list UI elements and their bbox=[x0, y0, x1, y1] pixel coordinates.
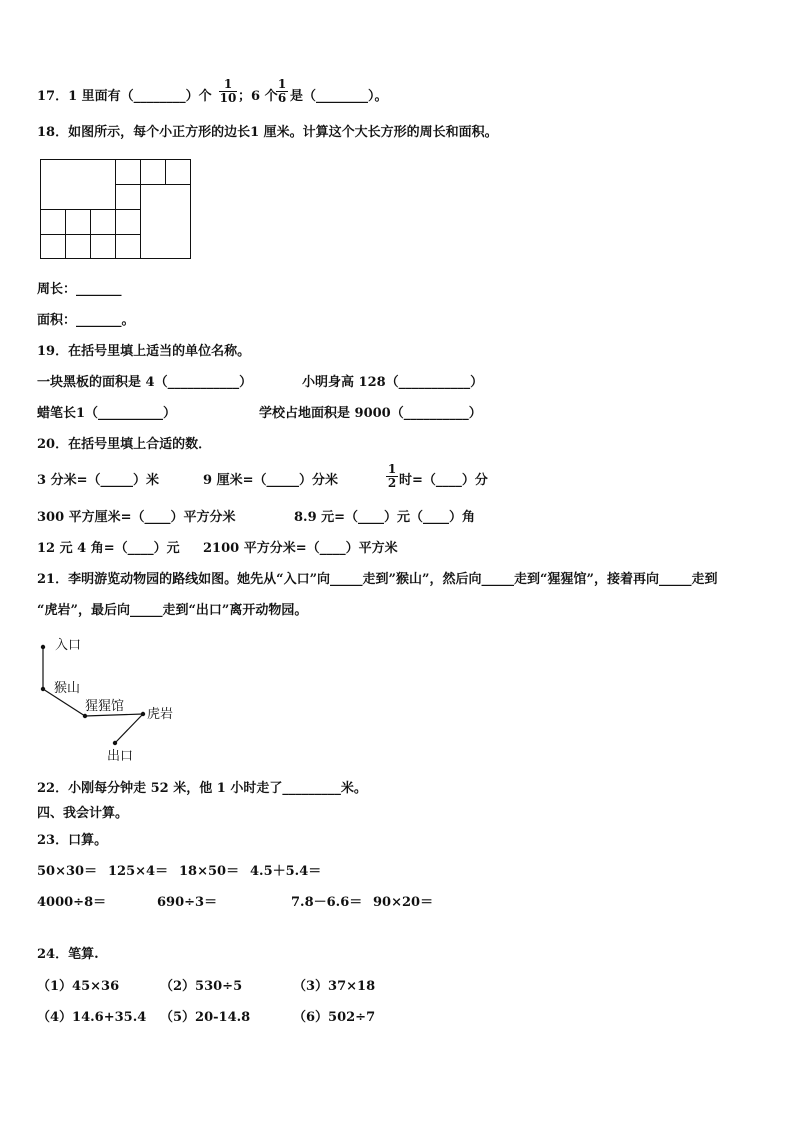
q23-r2-c1: 4000÷8＝ bbox=[37, 895, 107, 910]
q17-fraction-2-denominator: 6 bbox=[277, 91, 287, 105]
q20-item-e: 8.9 元=（____）元（____）角 bbox=[294, 510, 476, 525]
q24-r2-c3: （6）502÷7 bbox=[293, 1010, 376, 1025]
monkey-point bbox=[41, 687, 45, 691]
q19-stem: 19．在括号里填上适当的单位名称。 bbox=[37, 344, 251, 359]
q17-text-part3: 是（________）。 bbox=[290, 89, 388, 104]
q24-r2-c2: （5）20-14.8 bbox=[160, 1010, 251, 1025]
q24-stem: 24．笔算. bbox=[37, 947, 99, 962]
q23-r1-c1: 50×30＝ bbox=[37, 864, 98, 879]
q17-fraction-2-numerator: 1 bbox=[277, 77, 287, 91]
q17-fraction-1-denominator: 10 bbox=[219, 91, 237, 105]
route-gorilla-to-tiger bbox=[85, 714, 143, 716]
q20-stem: 20．在括号里填上合适的数． bbox=[37, 437, 212, 452]
q24-r1-c1: （1）45×36 bbox=[37, 979, 120, 994]
q23-r1-c2: 125×4＝ bbox=[108, 864, 169, 879]
q23-r2-c2: 690÷3＝ bbox=[157, 895, 218, 910]
q20-item-a: 3 分米=（_____）米 bbox=[37, 473, 159, 488]
map-label-entrance: 入口 bbox=[55, 638, 82, 653]
q20-item-b: 9 厘米=（_____）分米 bbox=[203, 473, 338, 488]
q17-fraction-1-numerator: 1 bbox=[219, 78, 237, 92]
q23-r1-c3: 18×50＝ bbox=[179, 864, 240, 879]
q20-item-g: 2100 平方分米=（____）平方米 bbox=[203, 541, 398, 556]
q19-item-b: 小明身高 128（___________） bbox=[302, 375, 484, 390]
q24-r2-c1: （4）14.6+35.4 bbox=[37, 1010, 147, 1025]
exit-point bbox=[113, 741, 117, 745]
q23-r1-c4: 4.5＋5.4＝ bbox=[250, 864, 322, 879]
q20-fraction-denominator: 2 bbox=[387, 476, 397, 490]
q17-text-part1: 17．1 里面有（________）个 bbox=[37, 89, 212, 104]
q18-rectangle-figure bbox=[41, 160, 191, 259]
q20-fraction-half bbox=[386, 463, 398, 490]
map-label-monkey: 猴山 bbox=[54, 681, 81, 696]
q18-area: 面积：_______。 bbox=[37, 313, 135, 328]
map-label-exit: 出口 bbox=[107, 749, 134, 764]
q23-r2-c4: 90×20＝ bbox=[373, 895, 434, 910]
q21-line2: “虎岩”，最后向_____走到“出口”离开动物园。 bbox=[37, 603, 308, 618]
q24-r1-c2: （2）530÷5 bbox=[160, 979, 243, 994]
q18-perimeter: 周长：_______ bbox=[37, 282, 122, 297]
q23-r2-c3: 7.8－6.6＝ bbox=[291, 895, 363, 910]
q21-line1: 21．李明游览动物园的路线如图。她先从“入口”向_____走到”猴山”，然后向_____走到“猩猩馆”，接着再向_____走到 bbox=[37, 572, 718, 587]
map-label-tiger: 虎岩 bbox=[147, 707, 174, 722]
q24-r1-c3: （3）37×18 bbox=[293, 979, 376, 994]
q20-fraction-numerator: 1 bbox=[387, 462, 397, 476]
q17-text-part2: ；6 个 bbox=[238, 89, 278, 104]
q20-item-f: 12 元 4 角=（____）元 bbox=[37, 541, 180, 556]
map-label-gorilla: 猩猩馆 bbox=[85, 699, 125, 714]
gorilla-point bbox=[83, 714, 87, 718]
route-tiger-to-exit bbox=[115, 714, 143, 743]
section-4-heading: 四、我会计算。 bbox=[37, 806, 129, 821]
q20-item-c: 时=（____）分 bbox=[399, 473, 488, 488]
q18-stem: 18．如图所示，每个小正方形的边长1 厘米。计算这个大长方形的周长和面积。 bbox=[37, 125, 498, 140]
q22-text: 22．小刚每分钟走 52 米，他 1 小时走了_________米。 bbox=[37, 781, 367, 796]
entrance-point bbox=[41, 645, 45, 649]
q23-stem: 23．口算。 bbox=[37, 833, 108, 848]
q19-item-a: 一块黑板的面积是 4（___________） bbox=[37, 375, 253, 390]
tiger-point bbox=[141, 712, 145, 716]
q20-item-d: 300 平方厘米=（____）平方分米 bbox=[37, 510, 236, 525]
q19-item-c: 蜡笔长1（__________） bbox=[37, 406, 177, 421]
q19-item-d: 学校占地面积是 9000（__________） bbox=[259, 406, 482, 421]
